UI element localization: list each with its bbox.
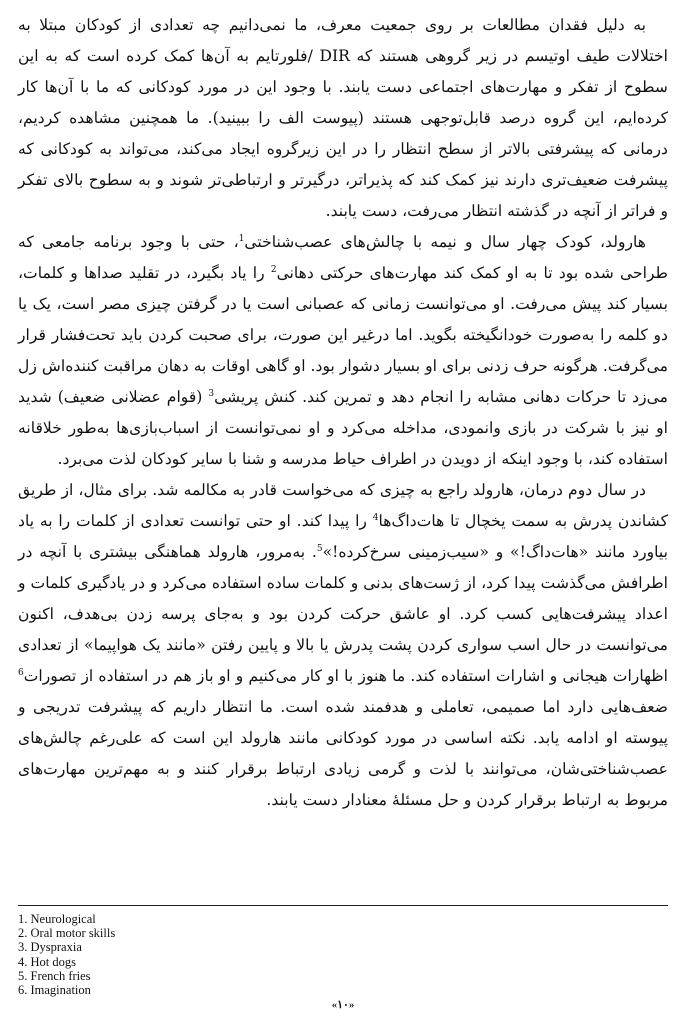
- footnote-ref-3: 3: [208, 388, 215, 399]
- paragraph-3-text-part-1: در سال دوم درمان، هارولد راجع به چیزی که می‌خواست قادر به مکالمه شد. برای مثال، از طریق کشاندن پدرش به سمت یخچال تا هات‌داگ‌ها: [18, 481, 668, 530]
- paragraph-1-text: به دلیل فقدان مطالعات بر روی جمعیت معرف، ما نمی‌دانیم چه تعدادی از کودکان مبتلا به اختلالات طیف اوتیسم در زیر گروهی هستند که DIR /فلورتایم به آن‌ها کمک کرده است که به این سطوح از تفکر و مهارت‌های اجتماعی دست یابند. با وجود این در مورد کودکانی که ما با آن‌ها کار کرده‌ایم، این گروه درصد قابل‌توجهی هستند (پیوست الف را ببینید). ما همچنین مشاهده کردیم، درمانی که پیشرفتی بالاتر از سطح انتظار را در این زیرگروه ایجاد می‌کند، می‌تواند به کودکانی که پیشرفت ضعیف‌تری دارند نیز کمک کند که پذیراتر، درگیرتر و ارتباطی‌تر شوند و به سطوح بالای تفکر و فراتر از آنچه در گذشته انتظار می‌رفت، دست یابند.: [18, 16, 668, 220]
- footnote-ref-2: 2: [270, 264, 277, 275]
- paragraph-3-text-part-4: ضعف‌هایی دارد اما صمیمی، تعاملی و هدفمند شده است. ما انتظار داریم که پیشرفت تدریجی و پیوسته او ادامه یابد. نکته اساسی در مورد کودکانی مانند هارولد این است که علی‌رغم چالش‌های عصب‌شناختی‌شان، می‌توانند با لذت و گرمی زیادی ارتباط برقرار کنند و به مهم‌ترین مهارت‌های مربوط به ارتباط برقرار کردن و حل مسئلۀ معنادار دست یابند.: [18, 698, 668, 809]
- paragraph-1: [18, 10, 668, 227]
- paragraph-2-text-part-4: (قوام عضلانی ضعیف) شدید او نیز با شرکت در بازی وانمودی، مداخله می‌کرد و او نمی‌توانست از اسباب‌بازی‌ها به‌طور خلاقانه استفاده کند، با وجود اینکه از دویدن در اطراف حیاط مدرسه و شنا با سایر کودکان لذت می‌برد.: [18, 388, 668, 468]
- footnote-ref-5: 5: [316, 543, 323, 554]
- body-text: [18, 10, 668, 816]
- footnote-divider: [18, 905, 668, 906]
- paragraph-3-text-part-2: را پیدا کند. او حتی توانست تعدادی از کلمات را به یاد بیاورد مانند «هات‌داگ!» و «سیب‌زمینی سرخ‌کرده!»: [18, 512, 668, 561]
- footnote-item: 2. Oral motor skills: [18, 926, 116, 941]
- footnote-ref-1: 1: [238, 233, 245, 244]
- paragraph-2-text-part-2: ، حتی با وجود برنامه جامعی که طراحی شده بود تا به او کمک کند مهارت‌های حرکتی دهانی: [18, 233, 668, 282]
- footnote-item: 4. Hot dogs: [18, 954, 76, 969]
- paragraph-3-text-part-3: . به‌مرور، هارولد هماهنگی بیشتری با آنچه در اطرافش می‌گذشت پیدا کرد، از ژست‌های بدنی و کلمات ساده استفاده می‌کرد و در یادگیری کلمات و اعداد پیشرفت‌هایی کسب کرد. او عاشق حرکت کردن بود و به‌جای پرسه زدن بی‌هدف، اکنون می‌توانست در حال اسب سواری کردن پشت پدرش یا بالا و پایین رفتن «مانند یک هواپیما» از تعدادی اظهارات هیجانی و اشارات استفاده کند. ما هنوز با او کار می‌کنیم و او باز هم در استفاده از تصورات: [18, 543, 668, 685]
- paragraph-3: [18, 475, 668, 816]
- paragraph-2: [18, 227, 668, 475]
- footnote-list: [18, 912, 115, 997]
- page-number: «۱۰»: [331, 999, 355, 1011]
- paragraph-2-text-part-1: هارولد، کودک چهار سال و نیمه با چالش‌های عصب‌شناختی: [244, 233, 646, 251]
- footnote-ref-4: 4: [372, 512, 379, 523]
- footnote-item: 1. Neurological: [18, 912, 96, 926]
- document-page: [18, 10, 668, 1013]
- footnote-item: 6. Imagination: [18, 983, 91, 998]
- paragraph-2-text-part-3: را یاد بگیرد، در تقلید صداها و کلمات، بسیار کند پیش می‌رفت. او می‌توانست زمانی که عصبانی است یا در گرفتن چیزی مصر است، یک یا دو کلمه را به‌صورت خودانگیخته بگوید. اما درغیر این صورت، برای صحبت کردن باید تحت‌فشار قرار می‌گرفت. هرگونه حرف زدنی برای او بسیار دشوار بود. او گاهی اوقات به دهان مراقبت کننده‌اش زل می‌زد تا حرکات دهانی مشابه را انجام دهد و تمرین کند. کنش پریشی: [18, 264, 668, 406]
- footnote-item: 3. Dyspraxia: [18, 940, 82, 955]
- footnote-item: 5. French fries: [18, 968, 91, 983]
- footnote-ref-6: 6: [18, 667, 24, 678]
